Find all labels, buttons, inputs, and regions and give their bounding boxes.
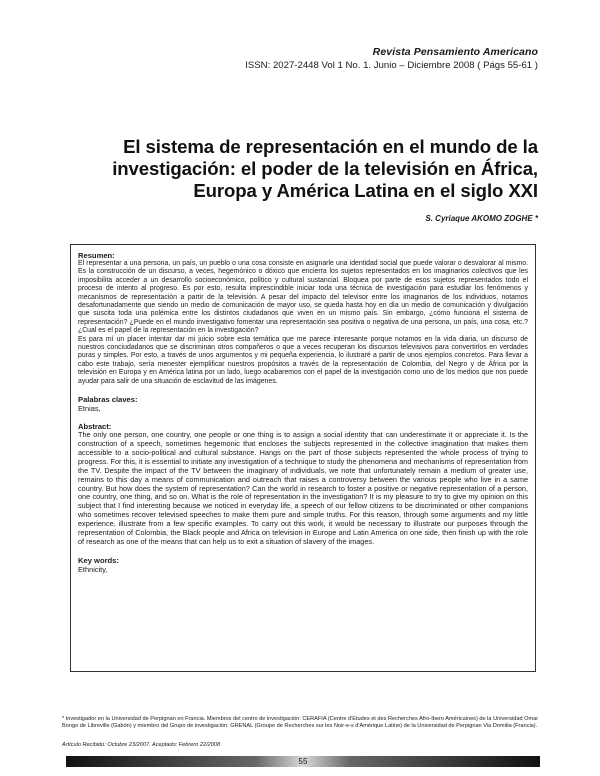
resumen-paragraph-2: Es para mí un placer intentar dar mi juicio sobre esta temática que me parece interesante porque notamos en la vida diaria, un discurso de nuestros conciudadanos que se discriminan otros compañeros o que a veces recuperan los discursos televisivos para convertirlos en verdades puras y simples. Por esto, a través de unos argumentos y mi pequeña experiencia, lo ilustraré a partir de unos ejemplos concretos. Para llevar a cabo este trabajo, sería menester ejemplificar nuestros propósitos a través de la representación de Colombia, del Negro y de África por la televisión en Europa y en América latina por un lado, luego acabaremos con el papel de la investigación como uno de los medios que nos puede ayudar para salir de una situación de esclavitud de las imágenes.: [78, 335, 528, 385]
abstract-box: [70, 244, 536, 672]
keywords-heading: Key words:: [78, 555, 119, 565]
keywords-value: Ethnicity,: [78, 564, 108, 574]
resumen-paragraph-1: El representar a una persona, un país, un pueblo o una cosa consiste en asignarle una identidad social que puede valorar o desvalorar al mismo. Es la construcción de un discurso, a veces, hegemónico o dóxico que encierra los sujetos representados en los imaginarios colectivos que les imposibilita acceder a un desarrollo socioeconómico, político y cultural sustancial. Bloquea por parte de esos sujetos representados todo el proceso de intento al progreso. Es por esto, resulta imprescindible iniciar toda una técnica de investigación para estudiar los fenómenos y mecanismos de representación a partir de la televisión. A pesar del impacto del televisor entre los imaginarios de los individuos, notamos desafortunadamente que siendo un medio de comunicación de mayor uso, se queda hasta hoy en día un medio de comunicación y divulgación que suscita toda una polémica entre los distintos ciudadanos que viven en un mismo país. Sin embargo, ¿cómo funciona el sistema de representación? ¿Puede en el mundo investigativo fomentar una representación sea positiva o negativa de una persona, un país, una cosa, etc.? ¿Cual es el papel de la representación en la investigación?: [78, 260, 528, 335]
received-dates: Artículo Recibido: Octubre 23/2007. Aceptado: Febrero 22/2008: [62, 742, 221, 748]
palabras-claves-value: Etnias,: [78, 404, 101, 414]
page-number: 55: [298, 757, 308, 766]
abstract-text: The only one person, one country, one people or one thing is to assign a social identity that can underestimate it or appreciate it. Is the construction of a speech, sometimes hegemonic that encloses the subjects represented in the collective imagination that makes them accessible to a socio-political and cultural substance. Hangs on the part of those subjects represented the whole process of trying to progress. For this, it is essential to initiate any investigation of a technique to study the phenomena and mechanisms of representation from the TV. Despite the impact of the TV between the imaginary of individuals, we note that unfortunately remain a medium of greater use, remains to this day a means of communication and outreach that raises a controversy between the various people who live in a same country. But how does the system of representation? Can the world in research to foster a positive or negative representation of a person, one country, one thing, and so on. What is the role of representation in the investigation? It is my pleasure to try to give my opinion on this subject that I find interesting because we noticed in everyday life, a speech of our fellow citizens to be discriminated or other companions who sometimes recover televised speeches to make them pure and simple truths. For this reason, through some arguments and my little experience, illustrate from a few specific examples. To carry out this work, it would be necessary to illustrate our purposes through the representation of Colombia, the Black people and Africa on television in Europe and Latin America on one side, then finish up with the role of research as one of the means that can help us to exit a situation of slavery of the images.: [78, 430, 528, 546]
journal-name: Revista Pensamiento Americano: [372, 46, 538, 58]
journal-header: [245, 46, 538, 71]
footer-bar: [66, 756, 540, 767]
journal-issn: ISSN: 2027-2448 Vol 1 No. 1. Junio – Diciembre 2008 ( Págs 55-61 ): [245, 60, 538, 71]
author-footnote: * Investigador en la Universidad de Perpignan en Francia. Miembros del centro de investigación: CERAFIA (Centre d'Etudes et des Recherches Afro-Ibero Américaines) de la Universidad Omar Bongo de Libreville (Gabón) y miembro del Grupo de investigación: GRENAL (Groupe de Recherches sur les Noir-e-s d'Amérique Latine) de la Universidad de Perpignan Via Domitia (Francia).: [62, 716, 539, 729]
article-title: El sistema de representación en el mundo de la investigación: el poder de la televisión en África, Europa y América Latina en el siglo XXI: [112, 136, 538, 201]
abstract-heading: Abstract:: [78, 422, 112, 432]
article-author: S. Cyriaque AKOMO ZOGHE *: [425, 214, 538, 223]
palabras-claves-heading: Palabras claves:: [78, 395, 138, 405]
resumen-heading: Resumen:: [78, 251, 115, 260]
